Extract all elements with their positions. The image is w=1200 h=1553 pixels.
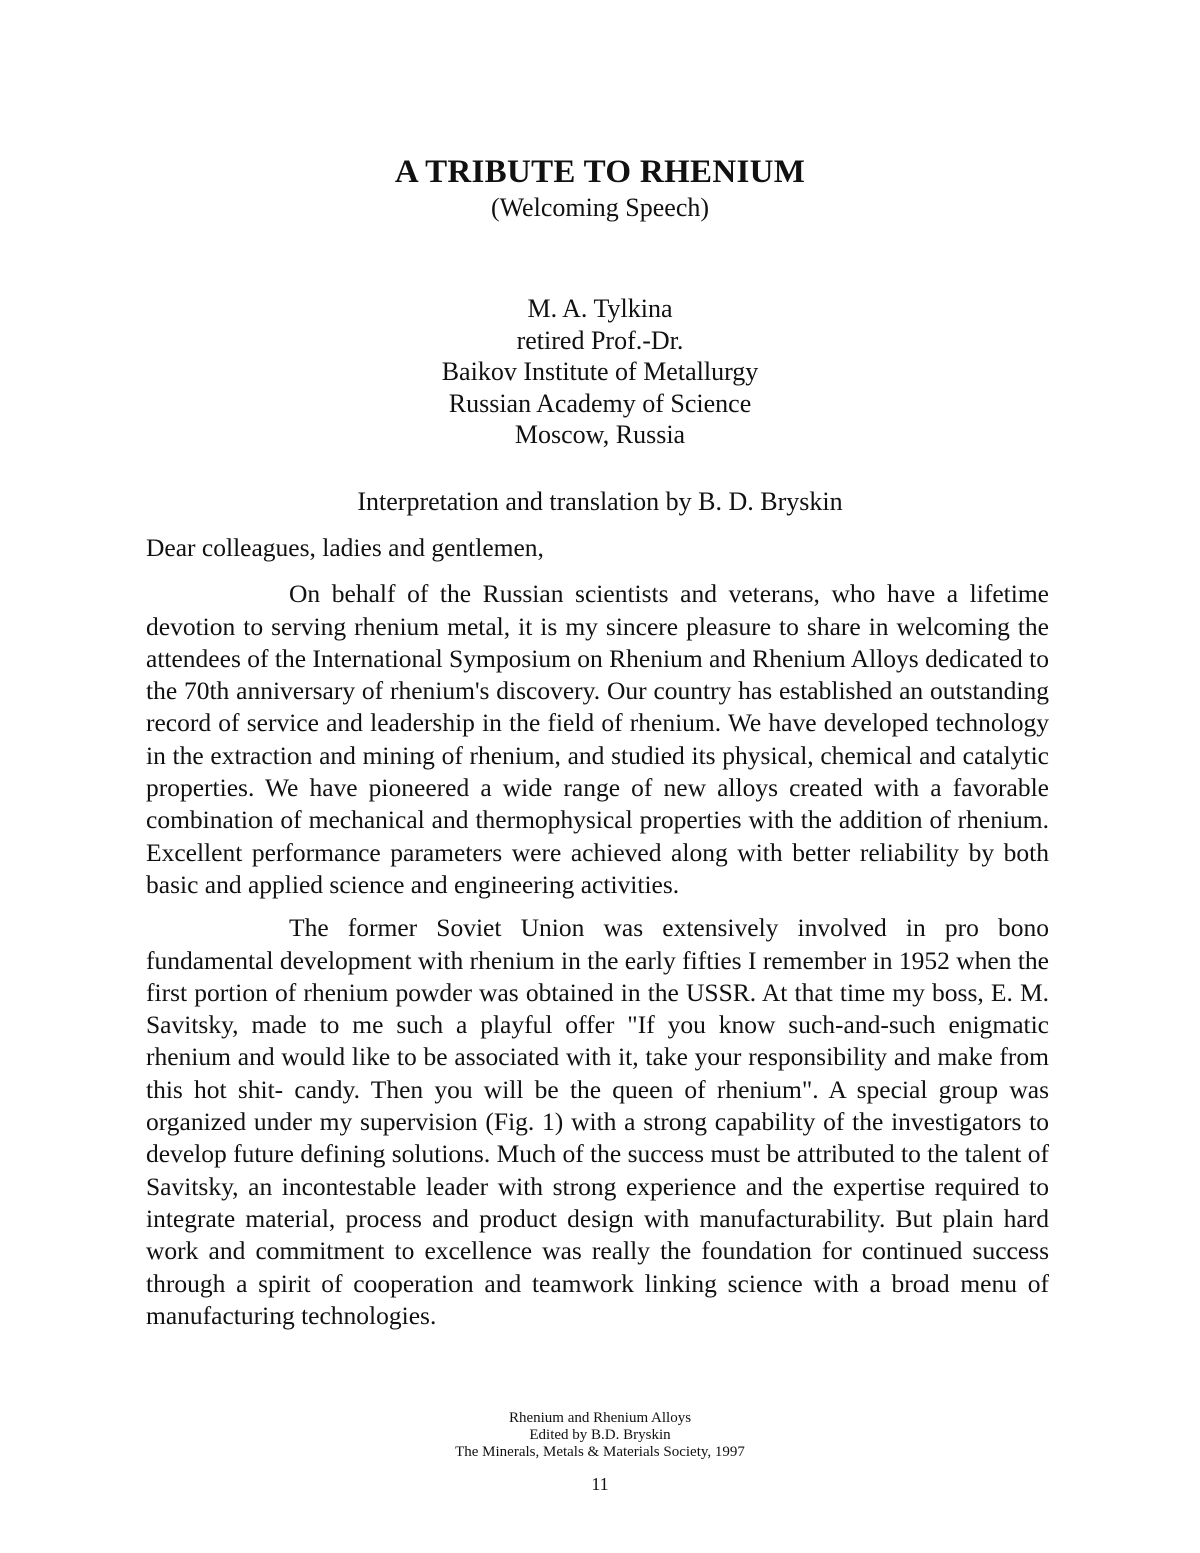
page-number: 11 [591,1474,609,1494]
title-block [0,152,1200,224]
translation-note: Interpretation and translation by B. D. Bryskin [357,487,843,516]
paper-subtitle: (Welcoming Speech) [490,193,710,222]
paragraph-2: The former Soviet Union was extensively involved in pro bono fundamental development with rhenium in the early fifties I remember in 1952 when the first portion of rhenium powder was obtained in the USSR. At that time my boss, E. M. Savitsky, made to me such a playful offer "If you know such-and-such enigmatic rhenium and would like to be associated with it, take your responsibility and make from this hot shit- candy. Then you will be the queen of rhenium". A special group was organized under my supervision (Fig. 1) with a strong capability of the investigators to develop future defining solutions. Much of the success must be attributed to the talent of Savitsky, an incontestable leader with strong experience and the expertise required to integrate material, process and product design with manufacturability. But plain hard work and commitment to excellence was really the foundation for continued success through a spirit of cooperation and teamwork linking science with a broad menu of manufacturing technologies. [146,913,1049,1330]
author-location: Moscow, Russia [514,420,686,449]
author-name: M. A. Tylkina [527,294,673,323]
author-academy: Russian Academy of Science [448,388,752,418]
footer-editor: Edited by B.D. Bryskin [529,1427,671,1443]
salutation: Dear colleagues, ladies and gentlemen, [146,533,544,562]
author-position: retired Prof.-Dr. [516,325,684,355]
author-block [0,293,1200,451]
author-institute: Baikov Institute of Metallurgy [441,357,759,386]
footer-publisher: The Minerals, Metals & Materials Society, 1997 [455,1444,745,1460]
footer-book-title: Rhenium and Rhenium Alloys [508,1410,692,1426]
paper-title: A TRIBUTE TO RHENIUM [394,154,806,190]
paragraph-1: On behalf of the Russian scientists and veterans, who have a lifetime devotion to serving rhenium metal, it is my sincere pleasure to share in welcoming the attendees of the International Symposium on Rhenium and Rhenium Alloys dedicated to the 70th anniversary of rhenium's discovery. Our country has established an outstanding record of service and leadership in the field of rhenium. We have developed technology in the extraction and mining of rhenium, and studied its physical, chemical and catalytic properties. We have pioneered a wide range of new alloys created with a favorable combination of mechanical and thermophysical properties with the addition of rhenium. Excellent performance parameters were achieved along with better reliability by both basic and applied science and engineering activities. [146,579,1049,899]
footer [0,1410,1200,1461]
body-text [146,532,1049,1343]
